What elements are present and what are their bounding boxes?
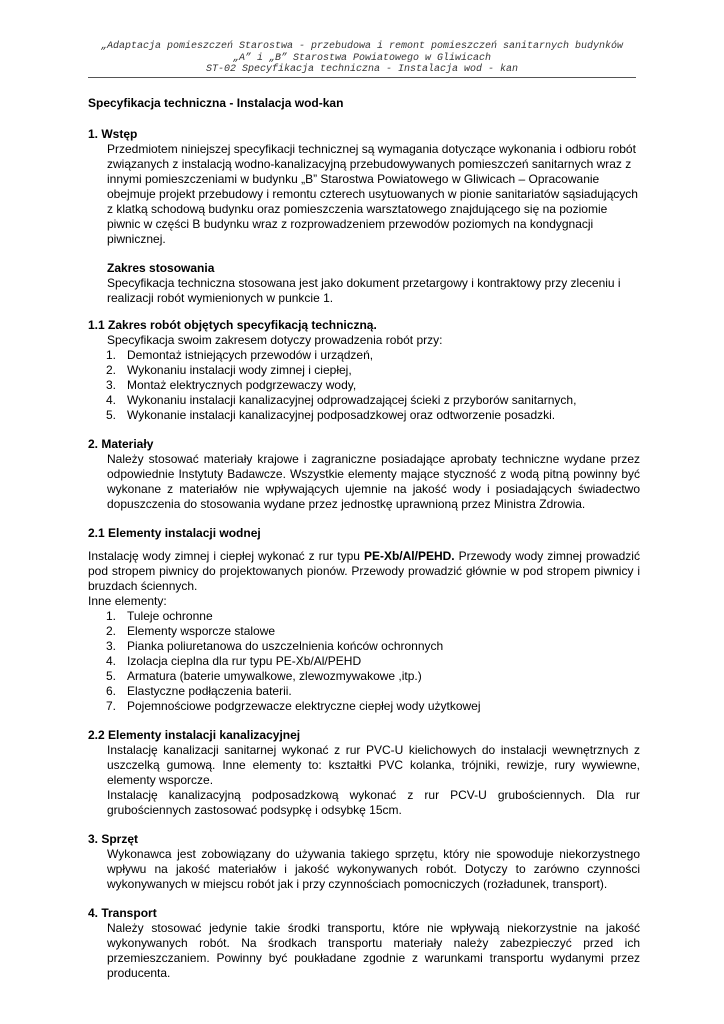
- section-4-heading: 4. Transport: [88, 906, 157, 920]
- pipe-type-bold: PE-Xb/Al/PEHD.: [363, 549, 455, 563]
- section-1-1-heading: 1.1 Zakres robót objętych specyfikacją techniczną.: [88, 318, 377, 332]
- header-rule: [88, 77, 636, 78]
- document-title: Specyfikacja techniczna - Instalacja wod-kan: [88, 96, 344, 110]
- header-line-2: „A” i „B” Starostwa Powiatowego w Gliwicach: [232, 52, 492, 64]
- list-item: 5. Armatura (baterie umywalkowe, zlewozmywakowe ,itp.): [106, 669, 422, 683]
- list-item: 2. Wykonaniu instalacji wody zimnej i ciepłej,: [106, 363, 352, 377]
- section-2-1-paragraph: Instalację wody zimnej i ciepłej wykonać z rur typu PE-Xb/Al/PEHD. Przewody wody zimnej prowadzić pod stropem piwnicy do projektowanych pionów. Przewody prowadzić głównie w pod stropem piwnicy i bruzdach ściennych.: [88, 549, 640, 593]
- section-1-paragraph: Przedmiotem niniejszej specyfikacji technicznej są wymagania dotyczące wykonania i odbioru robót związanych z instalacją wodno-kanalizacyjną przebudowywanych pomieszczeń sanitarnych wraz z innymi pomieszczeniami w budynku „B” Starostwa Powiatowego w Gliwicach – Opracowanie obejmuje projekt przebudowy i remontu czterech usytuowanych w pionie sanitariatów sąsiadujących z klatką schodową budynku oraz pomieszczenia warsztatowego znajdującego się na poziomie piwnic w części B budynku wraz z rozprowadzeniem przewodów poziomych na kondygnacji piwnicznej.: [107, 142, 638, 246]
- section-1-heading: 1. Wstęp: [88, 127, 138, 141]
- list-item: 5. Wykonanie instalacji kanalizacyjnej podposadzkowej oraz odtworzenie posadzki.: [106, 408, 556, 422]
- document-body: [88, 96, 640, 981]
- section-2-1-inne: Inne elementy:: [88, 594, 167, 608]
- list-item: 1. Tuleje ochronne: [106, 609, 213, 623]
- section-2-paragraph: Należy stosować materiały krajowe i zagraniczne posiadające aprobaty techniczne wydane przez odpowiednie Instytuty Badawcze. Wszystkie elementy mające styczność z wodą pitną powinny być wykonane z materiałów nie wpływających ujemnie na jakość wody i posiadających świadectwo dopuszczenia do stosowania wydane przez jednostkę uprawnioną przez Ministra Zdrowia.: [107, 452, 640, 511]
- list-item: 3. Pianka poliuretanowa do uszczelnienia końców ochronnych: [106, 639, 444, 653]
- header-line-3: ST-02 Specyfikacja techniczna - Instalacja wod - kan: [205, 64, 519, 75]
- section-2-2-heading: 2.2 Elementy instalacji kanalizacyjnej: [88, 728, 301, 742]
- page-header: [0, 41, 724, 76]
- zakres-heading: Zakres stosowania: [107, 261, 215, 275]
- section-3-paragraph: Wykonawca jest zobowiązany do używania takiego sprzętu, który nie spowoduje niekorzystnego wpływu na jakość materiałów i jakość wykonywanych robót. Dotyczy to zarówno czynności wykonywanych w miejscu robót jak i przy czynnościach pomocniczych (rozładunek, transport).: [107, 847, 640, 891]
- list-item: 7. Pojemnościowe podgrzewacze elektryczne ciepłej wody użytkowej: [106, 699, 481, 713]
- section-2-2-paragraph-2: Instalację kanalizacyjną podposadzkową wykonać z rur PCV-U grubościennych. Dla rur grubościennych zastosować podsypkę i odsybkę 15cm.: [107, 788, 640, 817]
- section-1-1-intro: Specyfikacja swoim zakresem dotyczy prowadzenia robót przy:: [107, 333, 443, 347]
- section-3-heading: 3. Sprzęt: [88, 832, 139, 846]
- section-2-1-heading: 2.1 Elementy instalacji wodnej: [88, 526, 261, 540]
- section-2-2-paragraph-1: Instalację kanalizacji sanitarnej wykonać z rur PVC-U kielichowych do instalacji wewnętrznych z uszczelką gumową. Inne elementy to: kształtki PVC kolanka, trójniki, rewizje, rury wywiewne, elementy wsporcze.: [107, 743, 640, 787]
- list-item: 6. Elastyczne podłączenia baterii.: [106, 684, 292, 698]
- list-item: 4. Wykonaniu instalacji kanalizacyjnej odprowadzającej ścieki z przyborów sanitarnych,: [106, 393, 577, 407]
- list-item: 4. Izolacja cieplna dla rur typu PE-Xb/Al/PEHD: [106, 654, 362, 668]
- section-1-1-list: [88, 348, 640, 423]
- list-item: 3. Montaż elektrycznych podgrzewaczy wody,: [106, 378, 357, 392]
- list-item: 1. Demontaż istniejących przewodów i urządzeń,: [106, 348, 374, 362]
- section-2-1-list: [88, 609, 640, 714]
- list-item: 2. Elementy wsporcze stalowe: [106, 624, 276, 638]
- header-line-1: „Adaptacja pomieszczeń Starostwa - przebudowa i remont pomieszczeń sanitarnych budynków: [100, 41, 624, 52]
- section-2-heading: 2. Materiały: [88, 437, 154, 451]
- zakres-paragraph: Specyfikacja techniczna stosowana jest jako dokument przetargowy i kontraktowy przy zleceniu i realizacji robót wymienionych w punkcie 1.: [107, 276, 621, 305]
- section-4-paragraph: Należy stosować jedynie takie środki transportu, które nie wpływają niekorzystnie na jakość wykonywanych robót. Na środkach transportu materiały należy zabezpieczyć przed ich przemieszczaniem. Powinny być poukładane zgodnie z warunkami transportu wydanymi przez producenta.: [107, 921, 640, 980]
